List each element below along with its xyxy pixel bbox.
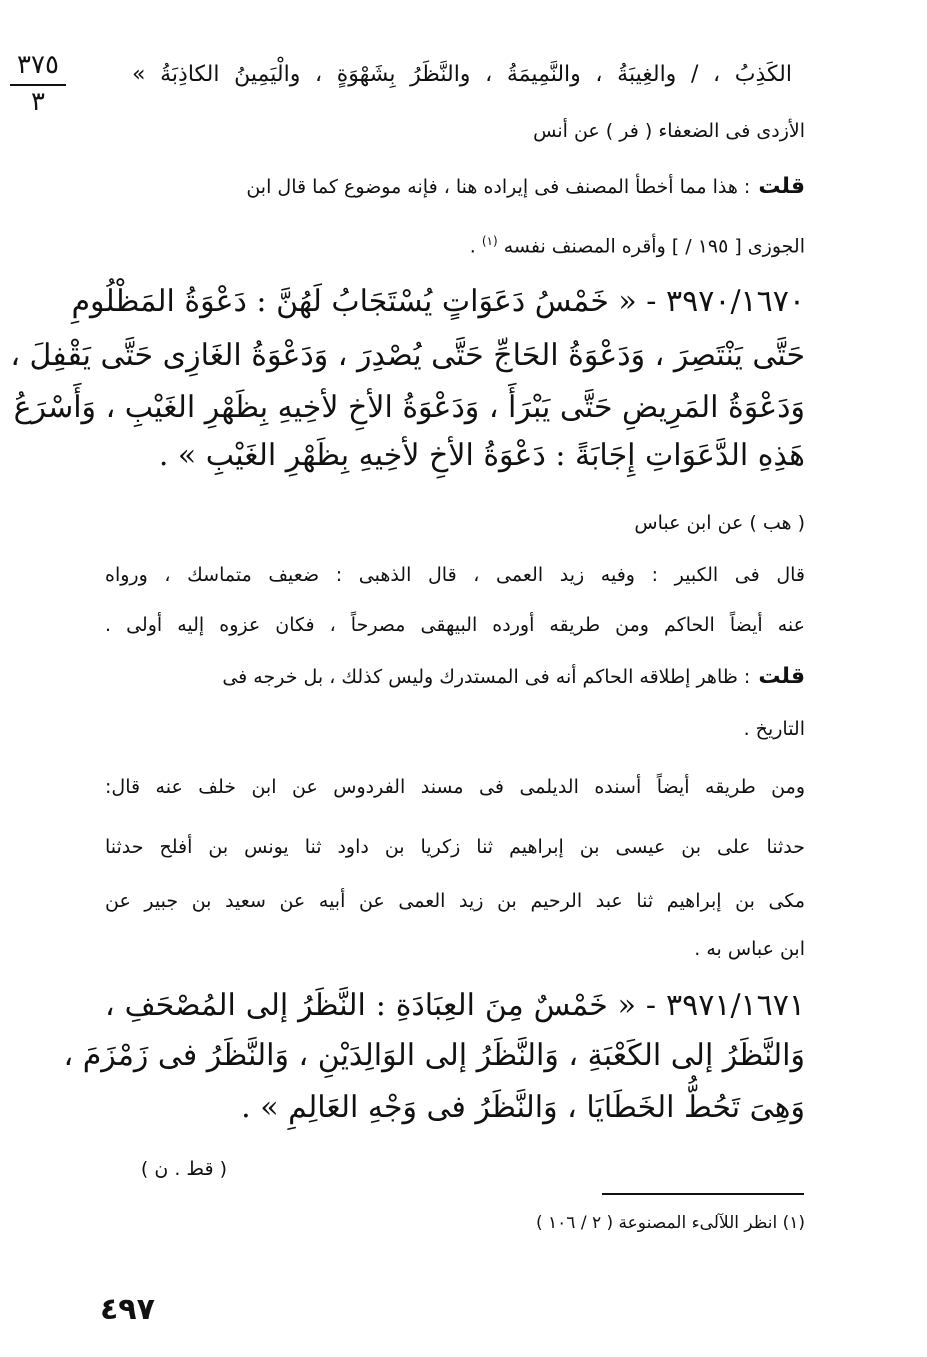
paragraph-line-6: حدثنا على بن عيسى بن إبراهيم ثنا زكريا بن داود ثنا يونس بن أفلح حدثنا (105, 836, 805, 858)
paragraph-line-1: قال فى الكبير : وفيه زيد العمى ، قال الذهبى : ضعيف متماسك ، ورواه (105, 564, 805, 586)
hadith-3971-line-1: ٣٩٧١/١٦٧١ - « خَمْسٌ مِنَ العِبَادَةِ : النَّظَرُ إلى المُصْحَفِ ، (105, 988, 805, 1023)
comment-label: قلت (758, 174, 805, 199)
comment-text: : هذا مما أخطأ المصنف فى إيراده هنا ، فإنه موضوع كما قال ابن (246, 176, 751, 198)
margin-reference-divider (10, 84, 66, 86)
hadith-3970-line-2: حَتَّى يَنْتَصِرَ ، وَدَعْوَةُ الحَاجِّ حَتَّى يُصْدِرَ ، وَدَعْوَةُ الغَازِى حَتَّى يَقْفِلَ ، (10, 338, 805, 373)
comment-line-1 (105, 172, 805, 202)
footnote-marker: (١) (481, 234, 498, 248)
source-line-2: ( هب ) عن ابن عباس (634, 512, 805, 534)
hadith-3970-line-1: ٣٩٧٠/١٦٧٠ - « خَمْسُ دَعَوَاتٍ يُسْتَجَابُ لَهُنَّ : دَعْوَةُ المَظْلُومِ (71, 284, 805, 319)
hadith-3971-line-3: وَهِىَ تَحُطُّ الخَطَايَا ، وَالنَّظَرُ فى وَجْهِ العَالِمِ » . (241, 1090, 805, 1125)
margin-reference (10, 50, 66, 116)
hadith-3970-line-4: هَذِهِ الدَّعَوَاتِ إِجَابَةً : دَعْوَةُ الأخِ لأخِيهِ بِظَهْرِ الغَيْبِ » . (158, 438, 805, 473)
comment-text-2: الجوزى [ ١٩٥ / ] وأقره المصنف نفسه (503, 235, 805, 258)
footnote-divider (602, 1193, 804, 1195)
paragraph-line-8: ابن عباس به . (694, 938, 805, 960)
paragraph-line-2: عنه أيضاً الحاكم ومن طريقه أورده البيهقى مصرحاً ، فكان عزوه إليه أولى . (105, 614, 805, 636)
source-line-3: ( قط . ن ) (140, 1158, 227, 1180)
source-line: الأزدى فى الضعفاء ( فر ) عن أنس (533, 120, 805, 142)
comment-end: . (469, 235, 476, 258)
paragraph-line-7: مكى بن إبراهيم ثنا عبد الرحيم بن زيد العمى عن أبيه عن سعيد بن جبير عن (105, 890, 805, 912)
hadith-continuation-line: الكَذِبُ ، / والغِيبَةُ ، والنَّمِيمَةُ ، والنَّظَرُ بِشَهْوَةٍ ، والْيَمِينُ الكاذِبَةُ » (132, 62, 792, 87)
margin-reference-bottom: ٣ (31, 87, 45, 117)
hadith-3970-line-3: وَدَعْوَةُ المَرِيضِ حَتَّى يَبْرَأَ ، وَدَعْوَةُ الأخِ لأخِيهِ بِظَهْرِ الغَيْبِ ، وَأَسْرَعُ (13, 390, 805, 425)
hadith-3971-line-2: وَالنَّظَرُ إلى الكَعْبَةِ ، وَالنَّظَرُ إلى الوَالِدَيْنِ ، وَالنَّظَرُ فى زَمْزَمَ ، (63, 1038, 805, 1073)
paragraph-line-3 (105, 662, 805, 692)
page-number: ٤٩٧ (100, 1292, 155, 1327)
comment-label-2: قلت (758, 664, 805, 689)
paragraph-line-5: ومن طريقه أيضاً أسنده الديلمى فى مسند الفردوس عن ابن خلف عنه قال: (105, 776, 805, 798)
comment-text-3: : ظاهر إطلاقه الحاكم أنه فى المستدرك وليس كذلك ، بل خرجه فى (222, 666, 751, 688)
comment-line-2 (470, 226, 805, 261)
paragraph-line-4: التاريخ . (743, 718, 805, 740)
margin-reference-top: ٣٧٥ (17, 50, 59, 80)
footnote: (١) انظر اللآلىء المصنوعة ( ٢ / ١٠٦ ) (535, 1213, 805, 1233)
